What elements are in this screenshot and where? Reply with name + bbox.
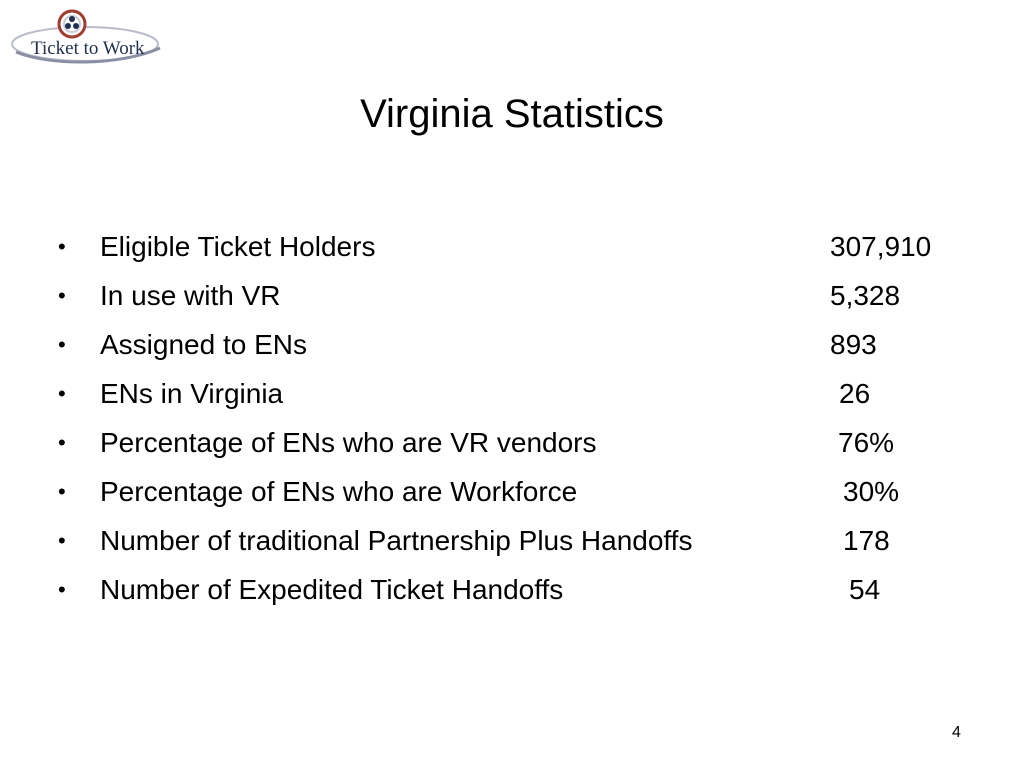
- stat-value: 30%: [843, 476, 900, 507]
- bullet-icon: •: [58, 479, 66, 504]
- stat-value: 178: [843, 525, 890, 556]
- list-item: [58, 320, 998, 369]
- stat-label: ENs in Virginia: [100, 378, 284, 409]
- list-item: [58, 222, 998, 271]
- list-item: [58, 369, 998, 418]
- stat-value: 307,910: [830, 231, 932, 262]
- logo-text: Ticket to Work: [31, 38, 145, 59]
- slide-title: Virginia Statistics: [360, 92, 664, 136]
- bullet-icon: •: [58, 381, 66, 406]
- stat-value: 76%: [838, 427, 895, 458]
- stat-label: Number of Expedited Ticket Handoffs: [100, 574, 564, 605]
- bullet-icon: •: [58, 283, 66, 308]
- stat-value: 26: [839, 378, 871, 409]
- stat-label: Number of traditional Partnership Plus Handoffs: [100, 525, 693, 556]
- stat-value: 5,328: [830, 280, 901, 311]
- page-number: 4: [952, 724, 961, 741]
- bullet-icon: •: [58, 332, 66, 357]
- list-item: [58, 467, 998, 516]
- ticket-to-work-logo: [10, 8, 165, 68]
- list-item: [58, 565, 998, 614]
- stat-value: 54: [849, 574, 881, 605]
- list-item: [58, 418, 998, 467]
- bullet-icon: •: [58, 528, 66, 553]
- stat-label: Assigned to ENs: [100, 329, 307, 360]
- list-item: [58, 271, 998, 320]
- stat-label: Percentage of ENs who are VR vendors: [100, 427, 597, 458]
- bullet-icon: •: [58, 430, 66, 455]
- stats-list: [58, 222, 998, 614]
- stat-label: Eligible Ticket Holders: [100, 231, 376, 262]
- stat-value: 893: [830, 329, 877, 360]
- bullet-icon: •: [58, 234, 66, 259]
- stat-label: In use with VR: [100, 280, 281, 311]
- bullet-icon: •: [58, 577, 66, 602]
- list-item: [58, 516, 998, 565]
- stat-label: Percentage of ENs who are Workforce: [100, 476, 578, 507]
